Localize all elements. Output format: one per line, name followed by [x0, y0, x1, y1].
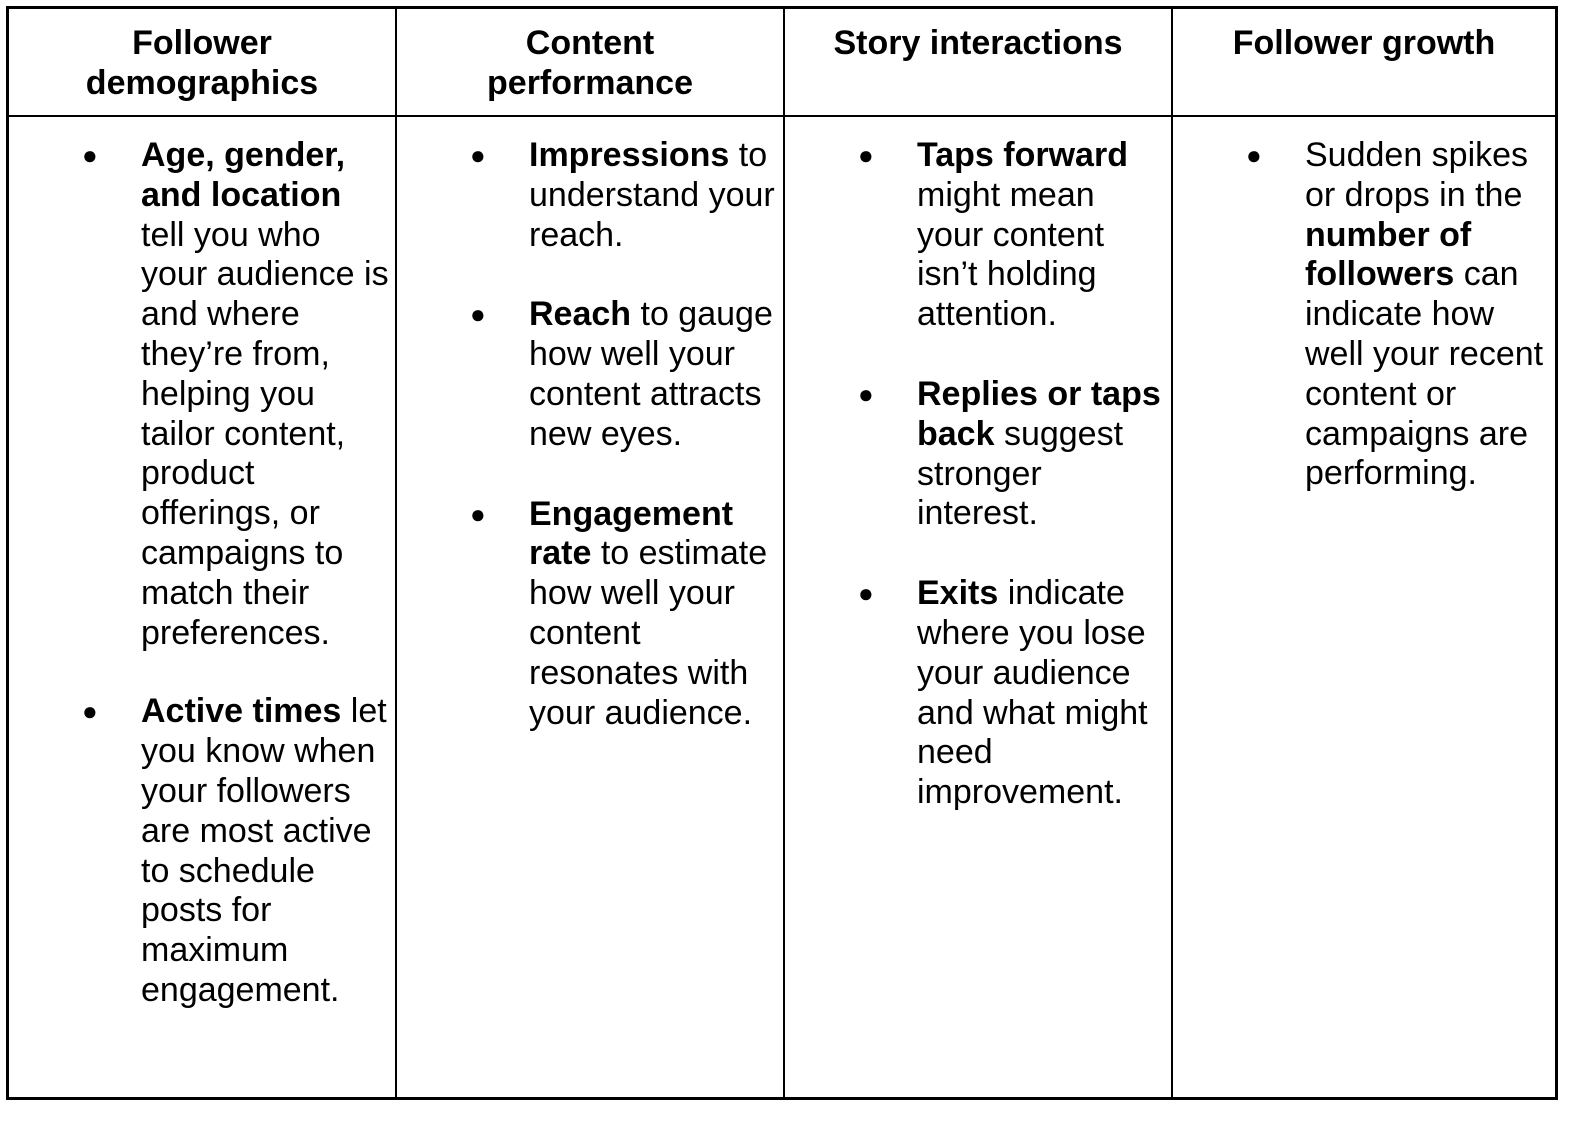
cell-follower-demographics — [9, 117, 397, 1097]
list-item — [1173, 136, 1555, 494]
bullet-icon: ● — [82, 696, 98, 727]
item-bold-text: Age, gender, and location — [141, 136, 346, 214]
item-text: to understand your reach. — [529, 136, 775, 254]
bullet-icon: ● — [470, 299, 486, 330]
item-text: Sudden spikes or drops in the — [1305, 136, 1529, 214]
item-bold-text: Replies or taps back — [917, 374, 1161, 453]
item-text: indicate where you lose your audience and what might need improvement. — [917, 574, 1148, 812]
item-bold-text: Exits — [917, 574, 999, 613]
bullet-list — [9, 136, 395, 1011]
cell-content-performance — [397, 117, 785, 1097]
bullet-list — [1173, 136, 1555, 494]
item-text: tell you who your audience is and where they’re from, helping you tailor content, product offerings, or campaigns to match their preferences. — [141, 215, 389, 652]
list-item — [785, 136, 1171, 335]
bullet-icon: ● — [858, 140, 874, 170]
list-item — [9, 692, 395, 1010]
list-item — [9, 136, 395, 653]
header-follower-growth: Follower growth — [1173, 9, 1555, 117]
item-text: let you know when your followers are most active to schedule posts for maximum engagement. — [141, 692, 387, 1009]
cell-follower-growth — [1173, 117, 1555, 1097]
item-bold-text: Engagement rate — [529, 494, 734, 573]
item-bold-text: Reach — [529, 295, 632, 334]
bullet-icon: ● — [82, 140, 98, 170]
bullet-list — [397, 136, 783, 733]
list-item — [785, 375, 1171, 534]
item-bold-text: Active times — [141, 692, 342, 731]
bullet-list — [785, 136, 1171, 813]
bullet-icon: ● — [470, 498, 486, 529]
bullet-icon: ● — [1246, 140, 1262, 170]
item-text: might mean your content isn’t holding attention. — [917, 175, 1105, 334]
header-story-interactions: Story interactions — [785, 9, 1173, 117]
list-item — [397, 136, 783, 255]
bullet-icon: ● — [858, 578, 874, 609]
item-bold-text: Taps forward — [917, 136, 1128, 174]
item-text: can indicate how well your recent content or campaigns are performing. — [1305, 255, 1544, 493]
bullet-icon: ● — [858, 378, 874, 409]
item-text: to gauge how well your content attracts new eyes. — [529, 295, 773, 453]
header-follower-demographics: Follower demographics — [9, 9, 397, 117]
metrics-table — [6, 6, 1558, 1100]
list-item — [397, 495, 783, 734]
bullet-icon: ● — [470, 140, 486, 170]
item-text: suggest stronger interest. — [917, 414, 1124, 533]
cell-story-interactions — [785, 117, 1173, 1097]
item-bold-text: Impressions — [529, 136, 730, 174]
list-item — [785, 574, 1171, 813]
header-content-performance: Content performance — [397, 9, 785, 117]
list-item — [397, 295, 783, 454]
item-bold-text: number of followers — [1305, 215, 1472, 294]
item-text: to estimate how well your content resonates with your audience. — [529, 534, 768, 732]
